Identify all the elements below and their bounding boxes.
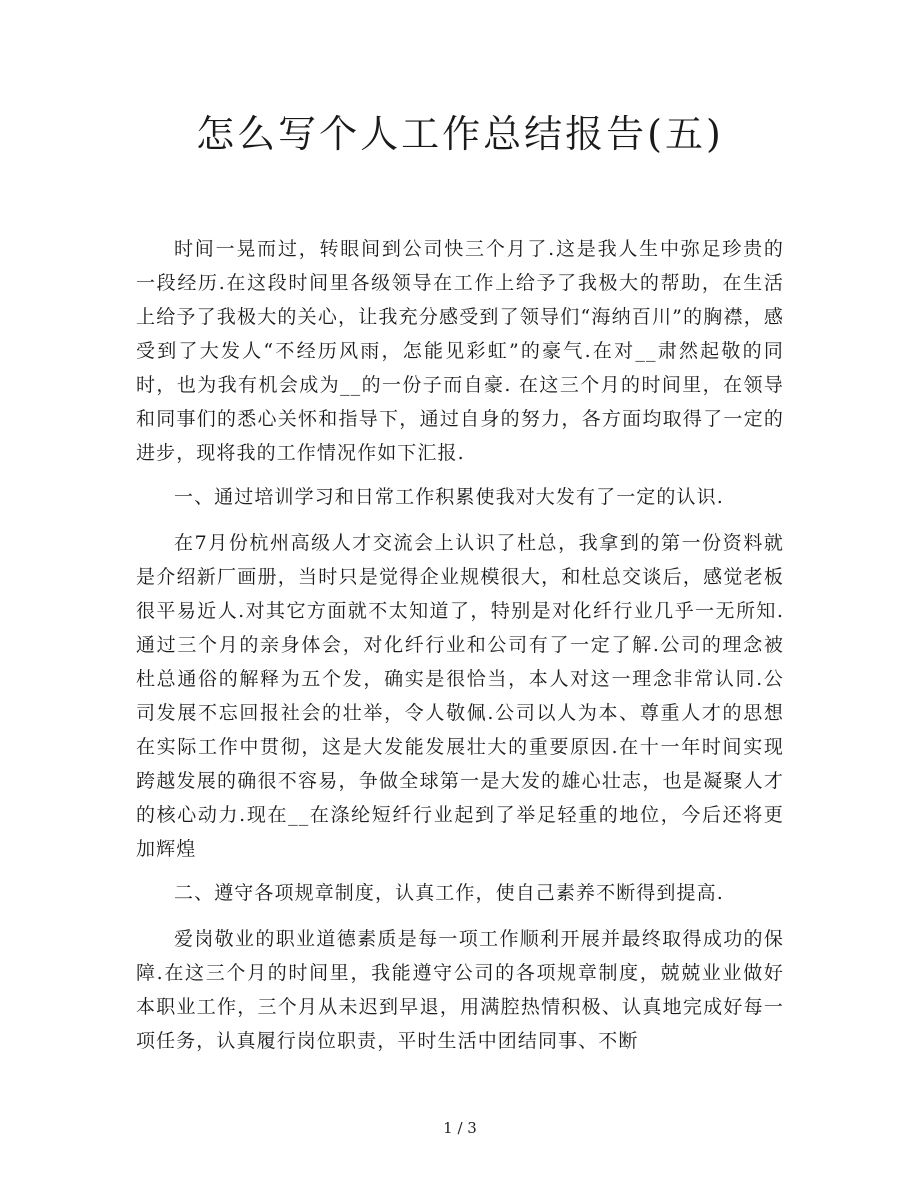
section-heading-2: 二、遵守各项规章制度，认真工作，使自己素养不断得到提高. [174,882,724,904]
paragraph-intro: 时间一晃而过，转眼间到公司快三个月了.这是我人生中弥足珍贵的一段经历.在这段时间里各级领导在工作上给予了我极大的帮助，在生活上给予了我极大的关心，让我充分感受到了领导们“海纳百川”的胸襟，感受到了大发人“不经历风雨，怎能见彩虹”的豪气.在对__肃然起敬的同时，也为我有机会成为__的一份子而自豪. 在这三个月的时间里，在领导和同事们的悉心关怀和指导下，通过自身的努力，各方面均取得了一定的进步，现将我的工作情况作如下汇报. [136,238,784,464]
paragraph-section-2: 爱岗敬业的职业道德素质是每一项工作顺利开展并最终取得成功的保障.在这三个月的时间里，我能遵守公司的各项规章制度，兢兢业业做好本职业工作，三个月从未迟到早退，用满腔热情积极、认真地完成好每一项任务，认真履行岗位职责，平时生活中团结同事、不断 [136,928,784,1052]
section-heading-1: 一、通过培训学习和日常工作积累使我对大发有了一定的认识. [174,486,724,508]
document-title: 怎么写个人工作总结报告(五) [196,112,724,156]
document-body [136,232,784,1068]
page-number: 1 / 3 [443,1119,477,1137]
paragraph-section-1: 在7月份杭州高级人才交流会上认识了杜总，我拿到的第一份资料就是介绍新厂画册，当时只是觉得企业规模很大，和杜总交谈后，感觉老板很平易近人.对其它方面就不太知道了，特别是对化纤行业几乎一无所知.通过三个月的亲身体会，对化纤行业和公司有了一定了解.公司的理念被杜总通俗的解释为五个发，确实是很恰当，本人对这一理念非常认同.公司发展不忘回报社会的壮举，令人敬佩.公司以人为本、尊重人才的思想在实际工作中贯彻，这是大发能发展壮大的重要原因.在十一年时间实现跨越发展的确很不容易，争做全球第一是大发的雄心壮志，也是凝聚人才的核心动力.现在__在涤纶短纤行业起到了举足轻重的地位，今后还将更加辉煌 [136,532,784,860]
